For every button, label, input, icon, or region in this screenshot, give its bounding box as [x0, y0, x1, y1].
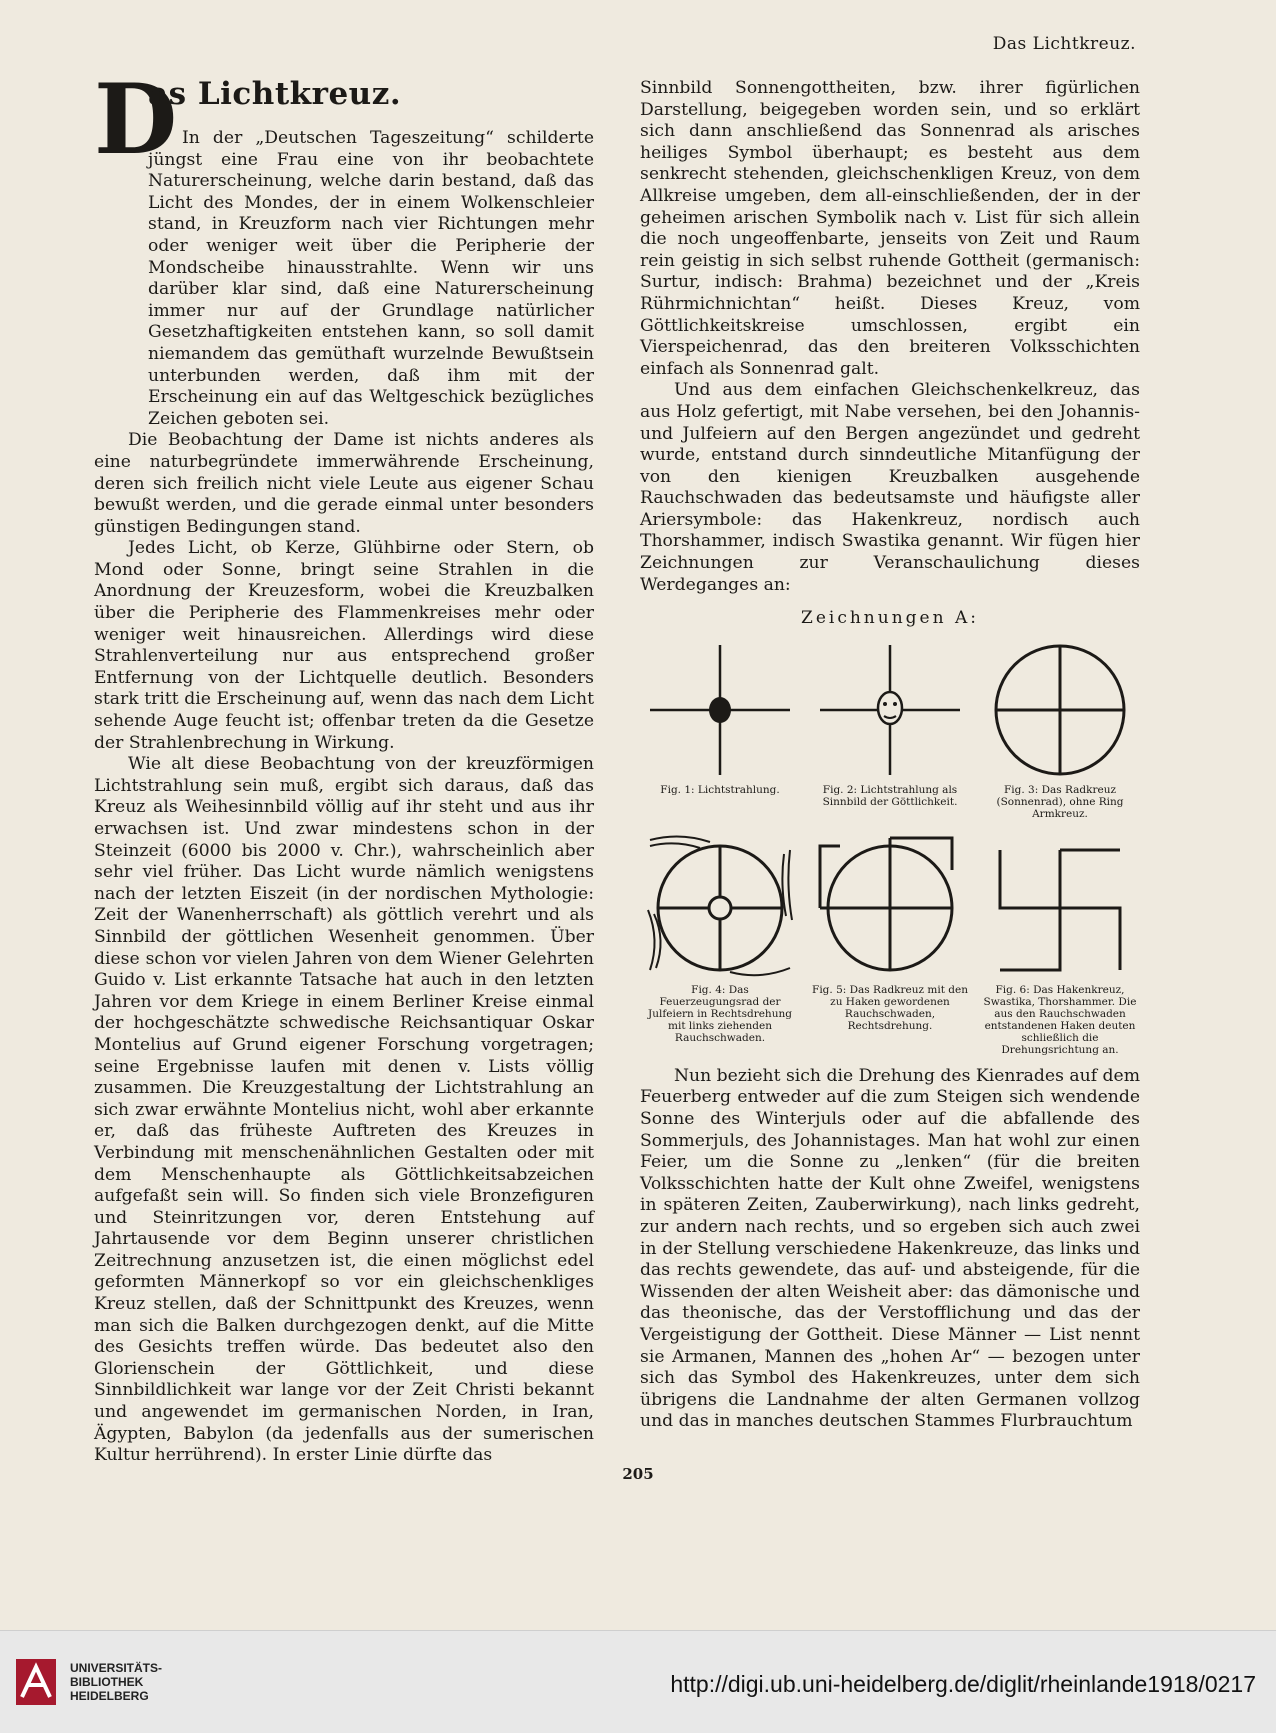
figure-5	[810, 830, 970, 1056]
figure-2-caption: Fig. 2: Lichtstrahlung als Sinnbild der Göttlichkeit.	[822, 783, 958, 808]
figure-4	[640, 830, 800, 1056]
figure-2	[810, 640, 970, 820]
divine-face-cross-illustration	[815, 640, 965, 780]
institution-name: UNIVERSITÄTS- BIBLIOTHEK HEIDELBERG	[70, 1661, 163, 1703]
university-library-logo-icon	[16, 1659, 56, 1705]
paragraph-6: Und aus dem einfachen Gleichschenkelkreuz, das aus Holz gefertigt, mit Nabe versehen, bei den Johannis- und Julfeiern auf den Bergen angezündet und gedreht wurde, entstand durch sinndeutliche Mitanfügung der von den kienigen Kreuzbalken ausgehende Rauchschwaden das bedeutsamste und häufigste aller Ariersymbole: das Hakenkreuz, nordisch auch Thorshammer, indisch Swastika genannt. Wir fügen hier Zeichnungen zur Veranschaulichung dieses Werdeganges an:	[640, 380, 1140, 595]
article-title: as Lichtkreuz.	[148, 76, 402, 112]
figure-1-caption: Fig. 1: Lichtstrahlung.	[660, 783, 780, 796]
drop-cap: D	[94, 63, 178, 176]
running-head: Das Lichtkreuz.	[992, 34, 1136, 54]
page-number: 205	[622, 1465, 654, 1483]
source-url[interactable]: http://digi.ub.uni-heidelberg.de/diglit/rheinlande1918/0217	[670, 1671, 1256, 1697]
figure-5-caption: Fig. 5: Das Radkreuz mit den zu Haken gewordenen Rauchschwaden, Rechtsdrehung.	[812, 983, 968, 1032]
figure-1	[640, 640, 800, 820]
figure-3	[980, 640, 1140, 820]
figure-4-caption: Fig. 4: Das Feuerzeugungsrad der Julfeiern in Rechtsdrehung mit links ziehenden Rauchschwaden.	[648, 983, 792, 1044]
sun-wheel-illustration	[985, 640, 1135, 780]
light-rays-illustration	[645, 640, 795, 780]
paragraph-4: Wie alt diese Beobachtung von der kreuzförmigen Lichtstrahlung sein muß, ergibt sich daraus, daß das Kreuz als Weihesinnbild völlig auf ihr steht und aus ihr erwachsen ist. Und zwar mindestens schon in der Steinzeit (6000 bis 2000 v. Chr.), wahrscheinlich aber sehr viel früher. Das Licht wurde nämlich wenigstens nach der letzten Eiszeit (in der nordischen Mythologie: Zeit der Wanenherrschaft) als göttlich verehrt und als Sinnbild der göttlichen Wesenheit genommen. Über diese schon vor vielen Jahren von dem Wiener Gelehrten Guido v. List erkannte Tatsache hat auch in den letzten Jahren vor dem Kriege in einem Berliner Kreise einmal der hochgeschätzte schwedische Reichsantiquar Oskar Montelius auf Grund eigener Forschung vorgetragen; seine Ergebnisse laufen mit denen v. Lists völlig zusammen. Die Kreuzgestaltung der Lichtstrahlung an sich zwar erwähnte Montelius nicht, wohl aber erkannte er, daß das früheste Auftreten des Kreuzes in Verbindung mit menschenähnlichen Gestalten oder mit dem Menschenhaupte als Göttlichkeitsabzeichen aufgefaßt sein will. So finden sich viele Bronzefiguren und Steinritzungen vor, deren Entstehung auf Jahrtausende vor dem Beginn unserer christlichen Zeitrechnung anzusetzen ist, die einen möglichst edel geformten Männerkopf so vor ein gleichschenkliges Kreuz stellen, daß der Schnittpunkt des Kreuzes, wenn man sich die Balken durchgezogen denkt, auf die Mitte des Gesichts treffen würde. Das bedeutet also den Glorienschein der Göttlichkeit, und diese Sinnbildlichkeit war lange vor der Zeit Christi bekannt und angewendet im germanischen Norden, in Iran, Ägypten, Babylon (da jedenfalls aus der sumerischen Kultur herrührend). In erster Linie dürfte das	[94, 754, 594, 1466]
paragraph-1: In der „Deutschen Tageszeitung“ schilderte jüngst eine Frau eine von ihr beobachtete Naturerscheinung, welche darin bestand, daß das Licht des Mondes, der in einem Wolkenschleier stand, in Kreuzform nach vier Richtungen mehr oder weniger weit über die Peripherie der Mondscheibe hinausstrahlte. Wenn wir uns darüber klar sind, daß eine Naturerscheinung immer nur auf der Grundlage natürlicher Gesetzhaftigkeiten entstehen kann, so soll damit niemandem das gemüthaft wurzelnde Bewußtsein unterbunden werden, daß ihm mit der Erscheinung ein auf das Weltgeschick bezügliches Zeichen geboten sei.	[148, 128, 594, 429]
left-column	[94, 63, 594, 1467]
right-column	[640, 78, 1140, 1433]
article-title-block	[94, 63, 594, 176]
swastika-illustration	[980, 830, 1140, 980]
fire-wheel-illustration	[640, 830, 800, 980]
figure-row-1	[640, 640, 1140, 820]
figure-3-caption: Fig. 3: Das Radkreuz (Sonnenrad), ohne Ring Armkreuz.	[996, 783, 1124, 820]
figure-row-2	[640, 830, 1140, 1056]
figure-6	[980, 830, 1140, 1056]
viewer-footer	[0, 1630, 1276, 1733]
paragraph-2: Die Beobachtung der Dame ist nichts anderes als eine naturbegründete immerwährende Erscheinung, deren sich freilich nicht viele Leute aus eigener Schau bewußt werden, und die gerade einmal unter besonders günstigen Bedingungen stand.	[94, 430, 594, 537]
figures-heading: Zeichnungen A:	[801, 608, 979, 629]
paragraph-3: Jedes Licht, ob Kerze, Glühbirne oder Stern, ob Mond oder Sonne, bringt seine Strahlen in die Anordnung der Kreuzesform, wobei die Kreuzbalken über die Peripherie des Flammenkreises mehr oder weniger weit hinausreichen. Allerdings wird diese Strahlenverteilung nur aus entsprechend großer Entfernung von der Lichtquelle deutlich. Besonders stark tritt die Erscheinung auf, wenn das nach dem Licht sehende Auge feucht ist; offenbar treten da die Gesetze der Strahlenbrechung in Wirkung.	[94, 538, 594, 753]
figure-6-caption: Fig. 6: Das Hakenkreuz, Swastika, Thorshammer. Die aus den Rauchschwaden entstandenen Haken deuten schließlich die Drehungsrichtung an.	[983, 983, 1137, 1056]
paragraph-7: Nun bezieht sich die Drehung des Kienrades auf dem Feuerberg entweder auf die zum Steigen sich wendende Sonne des Winterjuls oder auf die abfallende des Sommerjuls, des Johannistages. Man hat wohl zur einen Feier, um die Sonne zu „lenken“ (für die breiten Volksschichten hatte der Kult ohne Zweifel, wenigstens in späteren Zeiten, Zauberwirkung), nach links gedreht, zur andern nach rechts, und so ergeben sich auch zwei in der Stellung verschiedene Hakenkreuze, das links und das rechts gewendete, das auf- und absteigende, für die Wissenden der alten Weisheit aber: das dämonische und das theonische, das der Verstofflichung und das der Vergeistigung der Gottheit. Diese Männer — List nennt sie Armanen, Mannen des „hohen Ar“ — bezogen unter sich das Symbol des Hakenkreuzes, unter dem sich übrigens die Landnahme der alten Germanen vollzog und das in manches deutschen Stammes Flurbrauchtum	[640, 1065, 1141, 1432]
hooked-wheel-illustration	[810, 830, 970, 980]
paragraph-5: Sinnbild Sonnengottheiten, bzw. ihrer figürlichen Darstellung, beigegeben worden sein, und so erklärt sich dann anschließend das Sonnenrad als arisches heiliges Symbol überhaupt; es besteht aus dem senkrecht stehenden, gleichschenkligen Kreuz, von dem Allkreise umgeben, dem all-einschließenden, der in der geheimen arischen Symbolik nach v. List für sich allein die noch ungeoffenbarte, jenseits von Zeit und Raum rein geistig in sich selbst ruhende Gottheit (germanisch: Surtur, indisch: Brahma) bezeichnet und der „Kreis Rührmichnichtan“ heißt. Dieses Kreuz, vom Göttlichkeitskreise umschlossen, ergibt ein Vierspeichenrad, das den breiteren Volksschichten einfach als Sonnenrad galt.	[640, 78, 1140, 379]
